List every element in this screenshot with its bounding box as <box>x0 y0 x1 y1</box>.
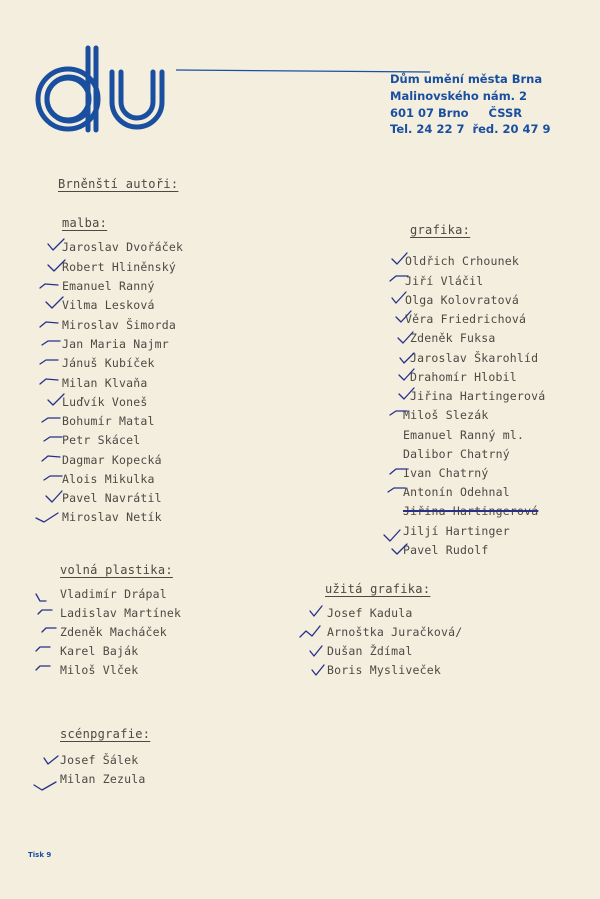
list-item: Alois Mikulka <box>62 472 155 486</box>
check-mark-icon <box>390 411 407 415</box>
list-item: Dagmar Kopecká <box>62 453 162 467</box>
check-mark-icon <box>396 311 411 322</box>
list-item: Vilma Lesková <box>62 298 155 312</box>
list-item: Arnoštka Juračková/ <box>327 625 463 639</box>
check-mark-icon <box>46 491 62 502</box>
list-item: Karel Baják <box>60 644 139 658</box>
check-mark-icon <box>400 353 414 363</box>
check-mark-icon <box>36 513 58 522</box>
list-item: Ivan Chatrný <box>403 466 489 480</box>
check-mark-icon <box>48 394 64 405</box>
letterhead-line3: 601 07 Brno ČSSR <box>390 106 523 120</box>
check-mark-icon <box>388 488 405 492</box>
list-item: Jiljí Hartinger <box>403 524 510 538</box>
list-item: Luďvík Voneš <box>62 395 148 409</box>
list-item: Antonín Odehnal <box>403 485 510 499</box>
list-item: Emanuel Ranný <box>62 279 155 293</box>
check-mark-icon <box>310 646 322 656</box>
list-item: Jaroslav Dvořáček <box>62 240 184 254</box>
check-mark-icon <box>398 332 413 343</box>
check-mark-icon <box>312 665 324 675</box>
check-mark-icon <box>48 239 64 250</box>
list-item: Milan Klvaňa <box>62 376 148 390</box>
list-item: Miroslav Šimorda <box>62 318 176 332</box>
check-mark-icon <box>40 379 58 384</box>
check-mark-icon <box>40 284 58 288</box>
letterhead-line1: Dům umění města Brna <box>390 72 543 86</box>
list-item-struck: Jiřina Hartingerová <box>403 504 539 518</box>
list-item: Miloš Vlček <box>60 663 139 677</box>
list-item: Josef Šálek <box>60 753 139 767</box>
check-mark-icon <box>399 388 414 399</box>
letterhead-line2: Malinovského nám. 2 <box>390 89 528 103</box>
check-mark-icon <box>390 469 407 474</box>
check-mark-icon <box>42 628 56 632</box>
check-mark-icon <box>392 253 407 264</box>
list-item: Pavel Navrátil <box>62 491 162 505</box>
check-mark-icon <box>399 369 414 380</box>
check-mark-icon <box>384 530 400 541</box>
letterhead-line4: Tel. 24 22 7 řed. 20 47 9 <box>390 122 551 136</box>
list-item: Jánuš Kubíček <box>62 356 155 370</box>
list-item: Petr Skácel <box>62 433 141 447</box>
print-mark: Tisk 9 <box>28 851 52 859</box>
section-title-plastika: volná plastika: <box>60 563 173 577</box>
check-mark-icon <box>36 647 50 651</box>
page-heading: Brněnští autoři: <box>58 177 179 191</box>
list-item: Jan Maria Najmr <box>62 337 169 351</box>
list-item: Milan Zezula <box>60 772 146 786</box>
check-mark-icon <box>42 418 60 422</box>
list-item: Oldřich Crhounek <box>405 254 519 268</box>
list-item: Drahomír Hlobil <box>410 370 517 384</box>
section-title-malba: malba: <box>62 216 108 230</box>
list-item: Jiřina Hartingerová <box>410 389 546 403</box>
check-mark-icon <box>46 297 63 308</box>
check-mark-icon <box>38 610 52 614</box>
list-item: Olga Kolovratová <box>405 293 519 307</box>
list-item: Vladimír Drápal <box>60 587 167 601</box>
section-title-grafika: grafika: <box>410 223 471 237</box>
list-item: Miloš Slezák <box>403 408 489 422</box>
section-title-scenografie: scénpgrafie: <box>60 727 151 741</box>
list-item: Jaroslav Škarohlíd <box>410 351 539 365</box>
check-mark-icon <box>40 322 58 327</box>
check-mark-icon <box>40 360 58 364</box>
list-item: Zdeněk Macháček <box>60 625 167 639</box>
check-mark-icon <box>42 341 60 345</box>
list-item: Ladislav Martínek <box>60 606 182 620</box>
list-item: Emanuel Ranný ml. <box>403 428 525 442</box>
check-mark-icon <box>392 292 406 303</box>
list-item: Boris Mysliveček <box>327 663 441 677</box>
list-item: Bohumír Matal <box>62 414 155 428</box>
section-title-uzita: užitá grafika: <box>325 582 431 596</box>
check-mark-icon <box>44 756 58 764</box>
check-mark-icon <box>310 606 322 616</box>
list-item: Jiří Vláčil <box>405 274 484 288</box>
list-item: Věra Friedrichová <box>405 312 527 326</box>
list-item: Pavel Rudolf <box>403 543 489 557</box>
check-mark-icon <box>36 594 46 601</box>
check-mark-icon <box>392 544 407 554</box>
list-item: Josef Kadula <box>327 606 413 620</box>
list-item: Dušan Ždímal <box>327 644 413 658</box>
check-mark-icon <box>300 626 320 637</box>
check-mark-icon <box>44 437 62 441</box>
check-mark-icon <box>42 456 60 461</box>
check-mark-icon <box>36 666 50 670</box>
list-item: Miroslav Netík <box>62 510 162 524</box>
check-mark-icon <box>44 476 62 480</box>
list-item: Robert Hliněnský <box>62 260 176 274</box>
list-item: Dalibor Chatrný <box>403 447 510 461</box>
check-mark-icon <box>390 276 408 281</box>
check-mark-icon <box>48 260 65 271</box>
check-mark-icon <box>34 782 56 790</box>
list-item: Zdeněk Fuksa <box>410 331 496 345</box>
